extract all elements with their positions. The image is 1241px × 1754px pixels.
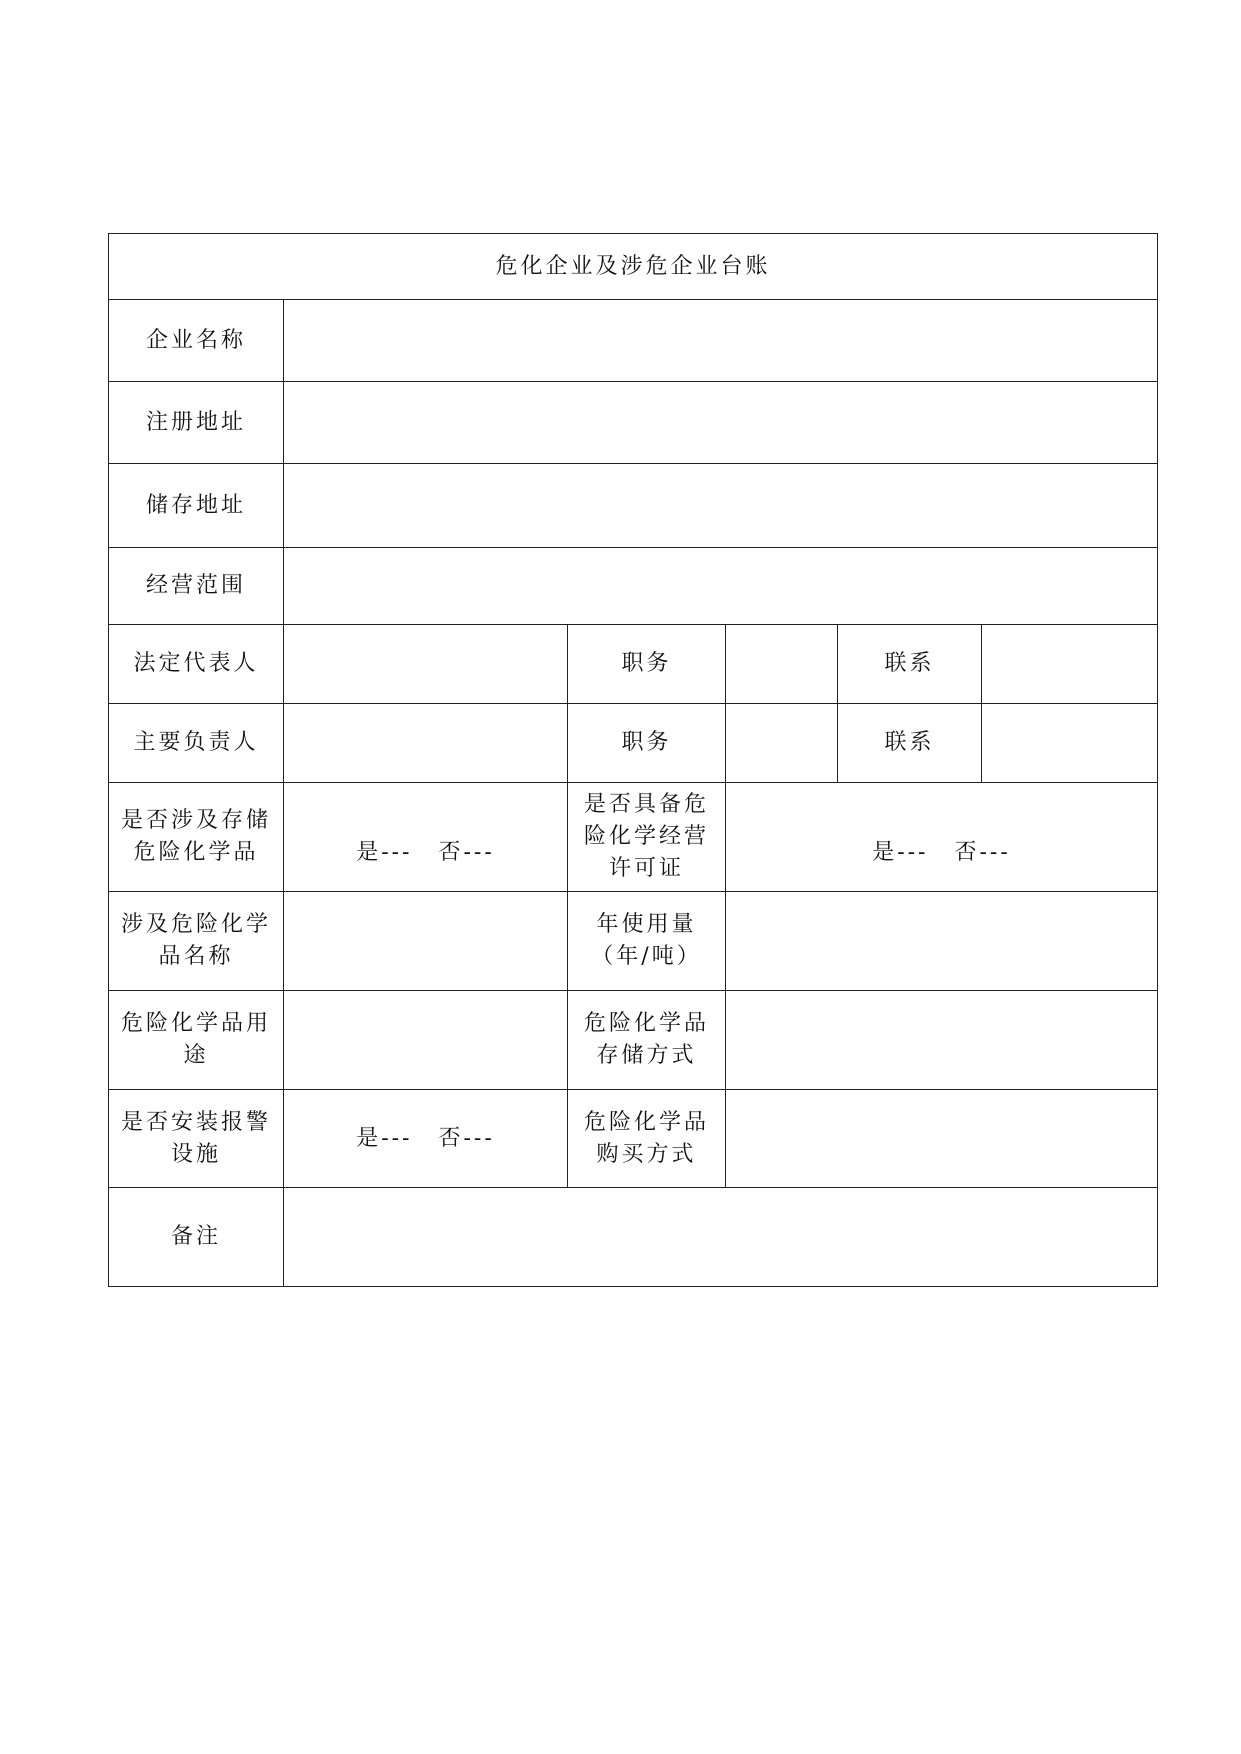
label-hazchem-use: 危险化学品用 途 [109,991,284,1090]
label-legal-representative: 法定代表人 [109,625,284,704]
label-position-1: 职务 [568,625,726,704]
option-no[interactable]: 否--- [954,840,1011,865]
label-storage-method: 危险化学品 存储方式 [568,991,726,1090]
field-hazchem-names[interactable] [284,892,568,991]
ledger-form [108,233,1158,1287]
label-has-license: 是否具备危 险化学经营 许可证 [568,783,726,892]
label-contact-1: 联系 [838,625,982,704]
field-storage-method[interactable] [726,991,1158,1090]
option-no[interactable]: 否--- [438,1125,495,1151]
option-no[interactable]: 否--- [438,840,495,865]
choice-alarm-installed[interactable] [284,1090,568,1188]
field-purchase-method[interactable] [726,1090,1158,1188]
field-storage-address[interactable] [284,464,1158,548]
label-stores-hazchem: 是否涉及存储 危险化学品 [109,783,284,892]
option-yes[interactable]: 是--- [356,840,413,865]
field-position-2[interactable] [726,704,838,783]
label-purchase-method: 危险化学品 购买方式 [568,1090,726,1188]
label-principal: 主要负责人 [109,704,284,783]
label-hazchem-names: 涉及危险化学 品名称 [109,892,284,991]
field-business-scope[interactable] [284,548,1158,625]
label-company-name: 企业名称 [109,300,284,382]
field-company-name[interactable] [284,300,1158,382]
field-remarks[interactable] [284,1188,1158,1287]
label-annual-usage: 年使用量 （年/吨） [568,892,726,991]
option-yes[interactable]: 是--- [356,1125,413,1151]
label-business-scope: 经营范围 [109,548,284,625]
choice-has-license[interactable] [726,783,1158,892]
field-registered-address[interactable] [284,382,1158,464]
field-contact-2[interactable] [982,704,1158,783]
label-contact-2: 联系 [838,704,982,783]
field-hazchem-use[interactable] [284,991,568,1090]
form-title: 危化企业及涉危企业台账 [109,234,1158,300]
field-principal[interactable] [284,704,568,783]
field-legal-representative[interactable] [284,625,568,704]
label-remarks: 备注 [109,1188,284,1287]
label-position-2: 职务 [568,704,726,783]
field-contact-1[interactable] [982,625,1158,704]
option-yes[interactable]: 是--- [872,840,929,865]
label-registered-address: 注册地址 [109,382,284,464]
label-storage-address: 储存地址 [109,464,284,548]
label-alarm-installed: 是否安装报警 设施 [109,1090,284,1188]
field-annual-usage[interactable] [726,892,1158,991]
field-position-1[interactable] [726,625,838,704]
choice-stores-hazchem[interactable] [284,783,568,892]
